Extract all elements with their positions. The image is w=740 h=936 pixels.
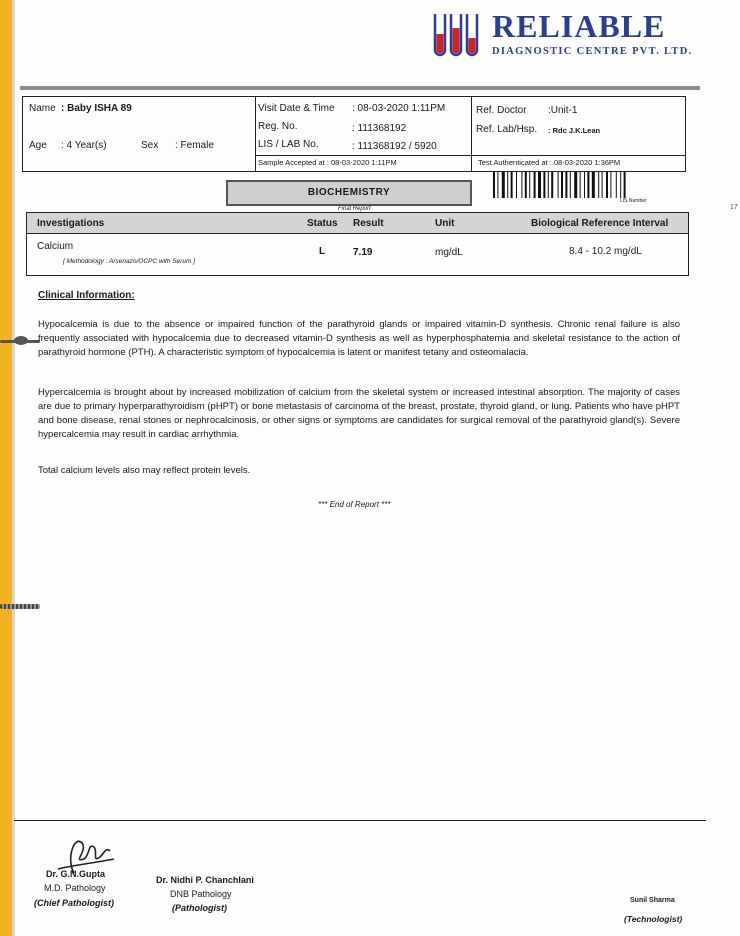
ref-lab-value: : Rdc J.K.Lean: [548, 126, 601, 135]
visit-value: : 08-03-2020 1:11PM: [352, 103, 446, 114]
test-method: [ Methodology : Arsenazo/OCPC with Serum ]: [63, 258, 195, 265]
auth-strip: [472, 155, 686, 172]
referral-column: [471, 97, 686, 171]
results-header: [27, 213, 688, 234]
test-reference: 8.4 - 10.2 mg/dL: [569, 246, 642, 257]
test-result: 7.19: [353, 247, 373, 258]
brand-subtitle: DIAGNOSTIC CENTRE PVT. LTD.: [492, 46, 693, 57]
reg-value: : 111368192: [352, 123, 407, 134]
header-result: Result: [353, 218, 384, 229]
sample-strip: [256, 155, 472, 172]
signature-block: [14, 820, 706, 929]
end-of-report: *** End of Report ***: [318, 500, 391, 509]
sex-label: Sex: [141, 140, 159, 151]
sig1-qual: M.D. Pathology: [44, 883, 106, 893]
name-value: : Baby ISHA 89: [61, 103, 132, 114]
sig1-name: Dr. G.N.Gupta: [46, 869, 106, 879]
test-unit: mg/dL: [435, 247, 463, 258]
sig2-qual: DNB Pathology: [170, 889, 232, 899]
test-authenticated: Test Authenticated at : 08-03-2020 1:36PM: [478, 158, 621, 167]
sig2-name: Dr. Nidhi P. Chanchlani: [156, 875, 254, 885]
ref-doctor-label: Ref. Doctor: [476, 105, 527, 116]
sig2-role: (Pathologist): [172, 903, 227, 913]
paper-edge: [12, 0, 15, 936]
brand-name: RELIABLE: [492, 8, 666, 44]
barcode-icon: [493, 172, 685, 198]
header-status: Status: [307, 218, 338, 229]
visit-label: Visit Date & Time: [258, 103, 335, 114]
sample-accepted: Sample Accepted at : 08-03-2020 1:11PM: [258, 158, 397, 167]
binder-ring: [0, 604, 40, 609]
patient-info-box: [22, 96, 686, 172]
test-tubes-icon: [430, 12, 482, 60]
clinical-paragraph-1: Hypocalcemia is due to the absence or impaired function of the parathyroid glands or impaired vitamin-D synthesis. Chronic renal failure is also frequently associated with hypocalcemia due to decreased vitamin-D synthesis as well as hyperphosphatemia and skeletal resistance to the action of parathyroid hormone (PTH). A characteristic symptom of hypocalcemia is latent or manifest tetany and osteomalacia.: [38, 319, 680, 358]
age-label: Age: [29, 140, 47, 151]
sig1-role: (Chief Pathologist): [34, 898, 114, 908]
clinical-title: Clinical Information:: [38, 290, 135, 301]
lis-value: : 111368192 / 5920: [352, 141, 437, 152]
binder-spine: [0, 0, 12, 936]
age-value: : 4 Year(s): [61, 140, 107, 151]
header-investigations: Investigations: [37, 218, 105, 229]
results-table: [26, 212, 689, 276]
visit-column: [255, 97, 472, 171]
test-status: L: [319, 246, 326, 257]
ref-lab-label: Ref. Lab/Hsp.: [476, 124, 538, 135]
punch-hole: [14, 336, 28, 345]
header-divider: [20, 86, 700, 90]
clinical-paragraph-3: Total calcium levels also may reflect protein levels.: [38, 465, 251, 476]
brand-logo: [430, 8, 720, 68]
sig3-name: Sunil Sharma: [630, 897, 675, 904]
side-mark: 17: [730, 204, 738, 211]
header-unit: Unit: [435, 218, 455, 229]
reg-label: Reg. No.: [258, 121, 298, 132]
section-title: BIOCHEMISTRY: [226, 180, 472, 206]
clinical-paragraph-2: Hypercalcemia is brought about by increased mobilization of calcium from the skeletal system or increased intestinal absorption. The majority of cases are due to primary hyperparathyroidism (pHPT) or bone metastasis of carcinoma of the breast, prostate, thyroid gland, or lung. Patients who have pHPT and bone disease, renal stones or nephrocalcinosis, or other signs or symptoms are candidates for surgical removal of the parathyroid gland(s). Severe hypercalcemia may result in cardiac arrhythmia.: [38, 387, 680, 440]
header-reference: Biological Reference Interval: [531, 218, 669, 229]
test-name: Calcium: [37, 241, 74, 252]
sig3-role: (Technologist): [624, 914, 683, 924]
name-label: Name: [29, 103, 56, 114]
final-report-label: Final Report: [338, 206, 371, 212]
sex-value: : Female: [175, 140, 214, 151]
barcode-label: LIS Number: [620, 198, 647, 204]
ref-doctor-value: :Unit-1: [548, 105, 578, 116]
lis-label: LIS / LAB No.: [258, 139, 319, 150]
